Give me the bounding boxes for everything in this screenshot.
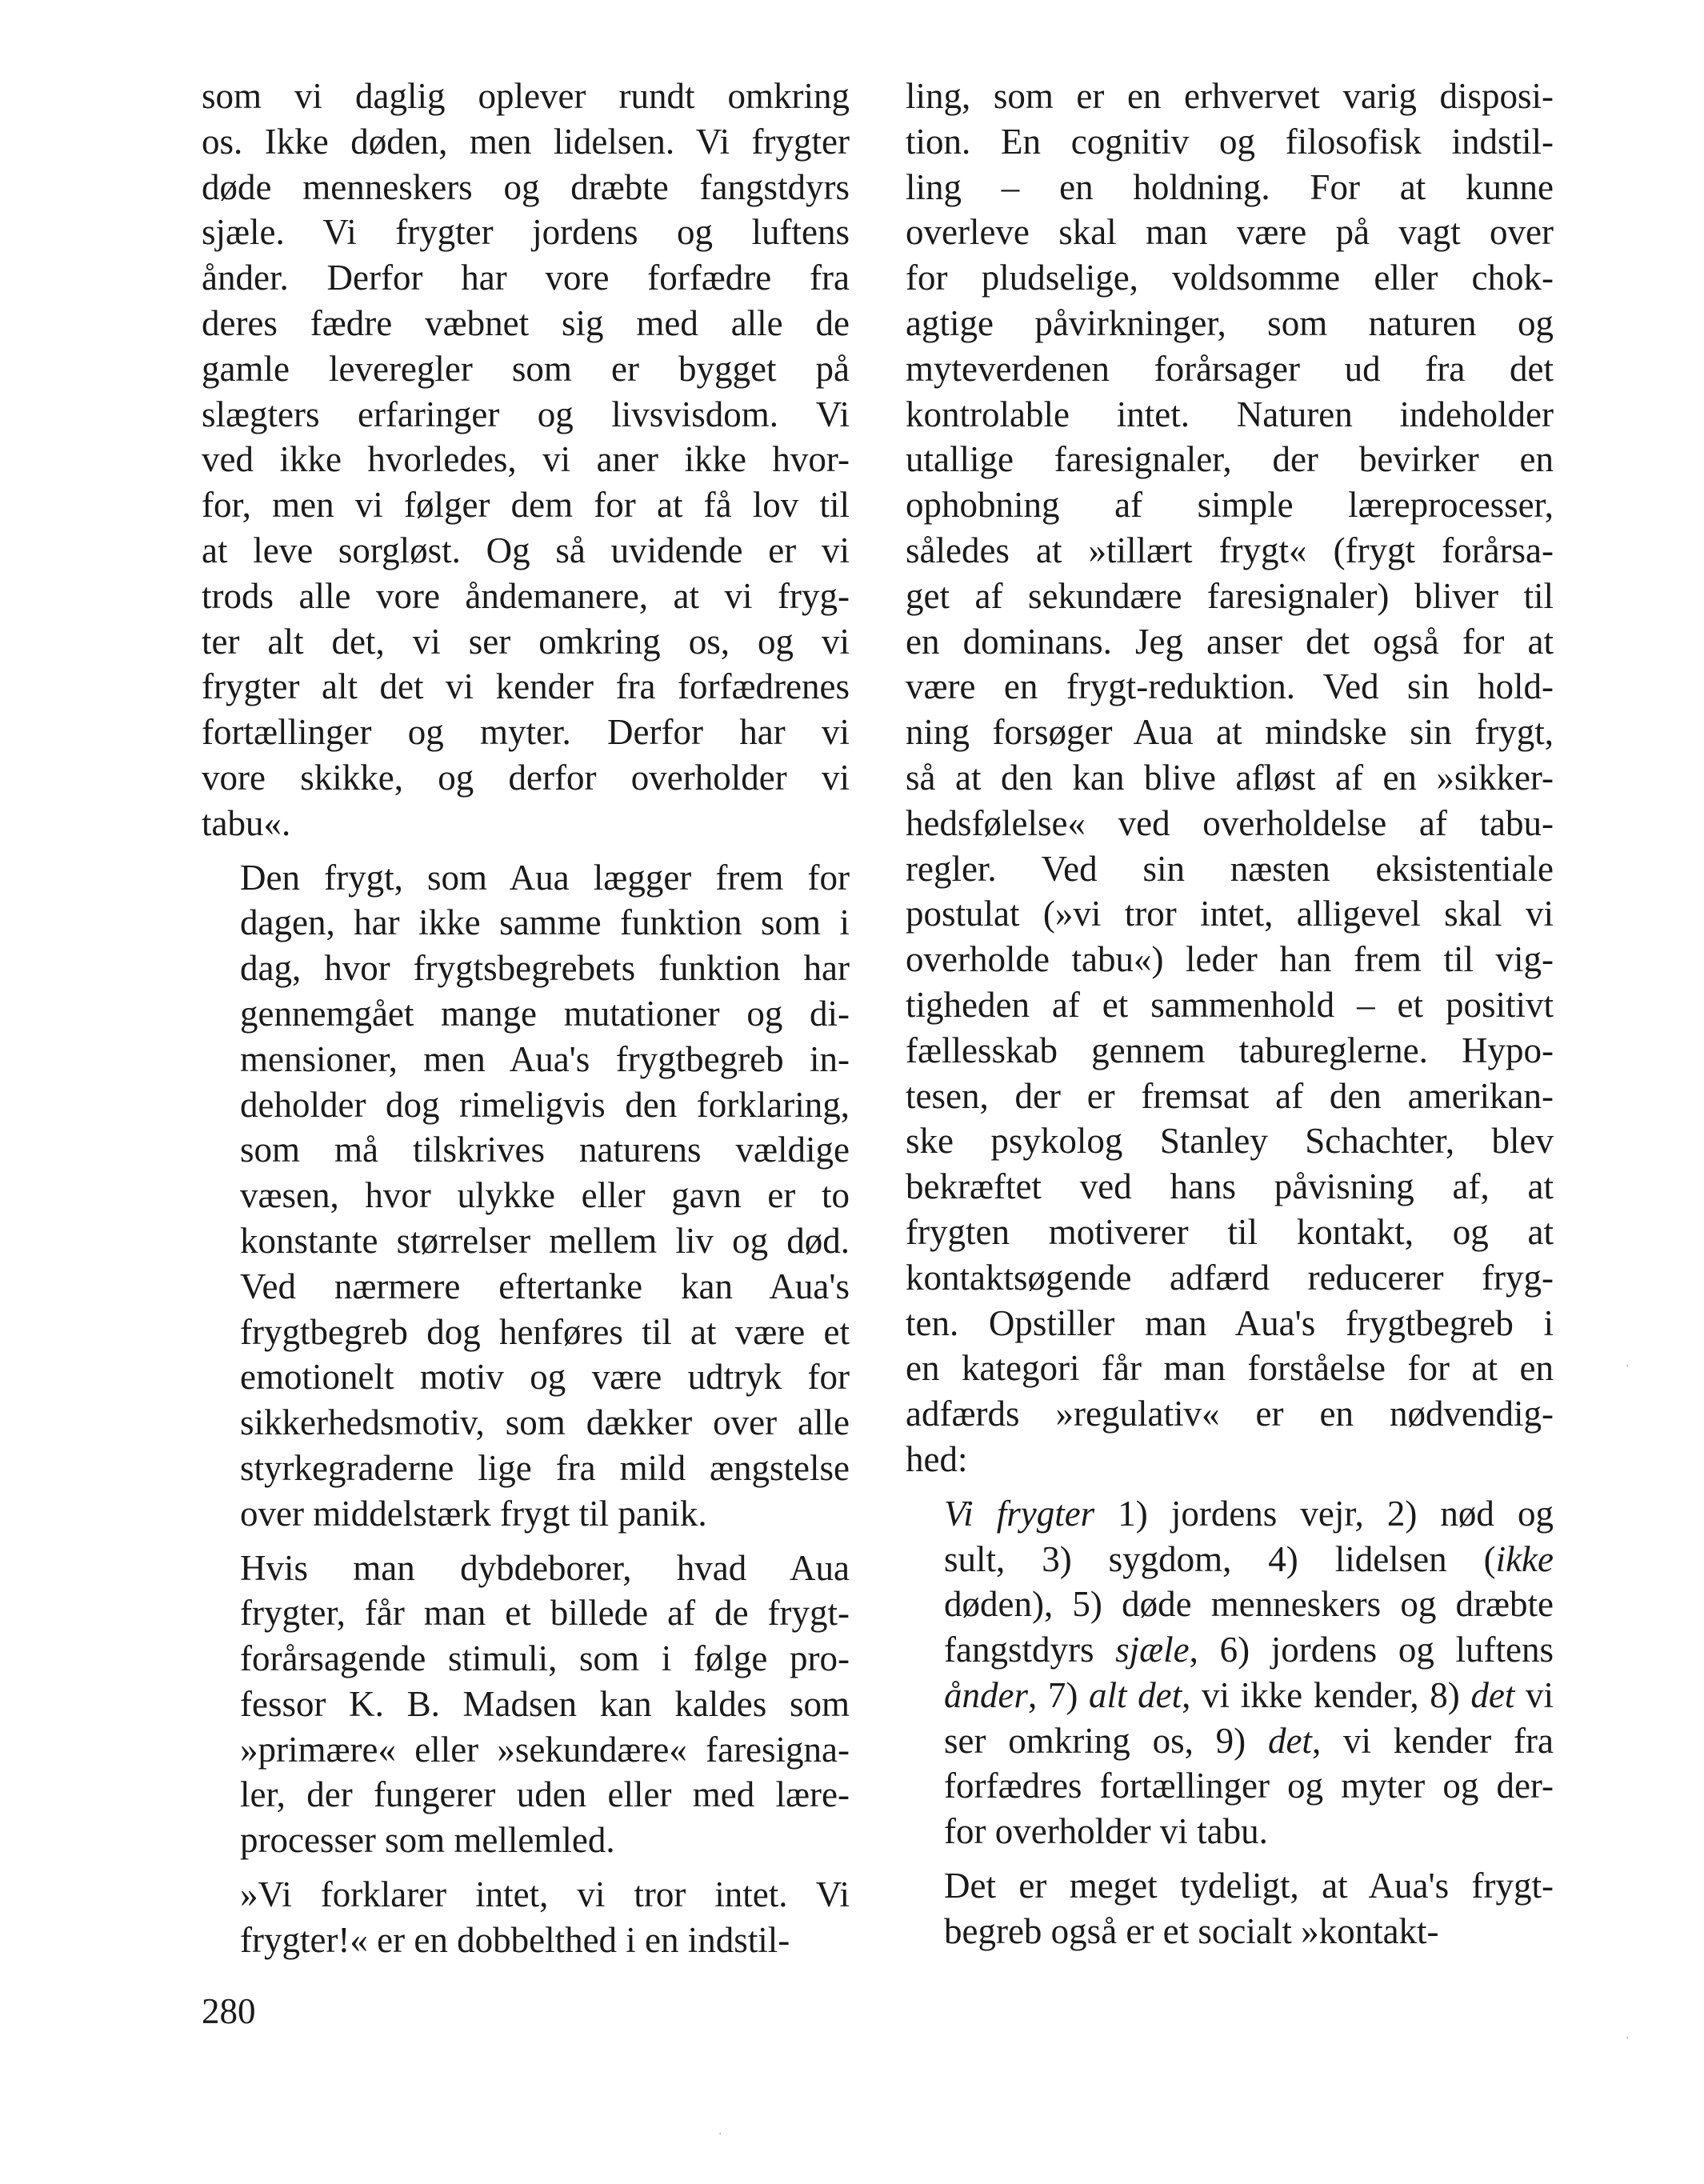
text-line: utallige faresignaler, der bevirker en (906, 439, 1554, 480)
text-line: myteverdenen forårsager ud fra det (906, 348, 1554, 389)
text-line: frygtbegreb dog henføres til at være et (240, 1311, 850, 1352)
text-line: bekræftet ved hans påvisning af, at (906, 1166, 1554, 1207)
text-line: ning forsøger Aua at mindske sin frygt, (906, 712, 1554, 753)
text-segment: døden), 5) døde menneskers og dræbte (944, 1584, 1554, 1625)
text-line: en kategori får man forståelse for at en (906, 1348, 1554, 1389)
text-line: frygter!« er en dobbelthed i en indstil- (240, 1919, 790, 1960)
italic-text: det (1267, 1720, 1312, 1761)
text-line: ske psykolog Stanley Schachter, blev (906, 1121, 1554, 1162)
text-line: os. Ikke døden, men lidelsen. Vi frygter (202, 121, 850, 162)
text-line: tigheden af et sammenhold – et positivt (906, 984, 1554, 1025)
text-segment: , vi ikke kender, 8) (1182, 1674, 1471, 1715)
italic-text: det (1470, 1674, 1515, 1715)
text-line: dagen, har ikke samme funktion som i (240, 902, 850, 943)
text-line: at leve sorgløst. Og så uvidende er vi (202, 530, 850, 570)
text-line: ved ikke hvorledes, vi aner ikke hvor- (202, 439, 850, 480)
text-line: processer som mellemled. (240, 1820, 615, 1861)
text-line: postulat (»vi tror intet, alligevel skal vi (906, 894, 1554, 934)
text-line: Det er meget tydeligt, at Aua's frygt- (944, 1866, 1554, 1906)
text-line: så at den kan blive afløst af en »sikker- (906, 757, 1554, 798)
text-line: deholder dog rimeligvis den forklaring, (240, 1084, 850, 1125)
text-line: trods alle vore åndemanere, at vi fryg- (202, 575, 850, 616)
paragraph (202, 74, 850, 846)
text-line: deres fædre væbnet sig med alle de (202, 302, 850, 343)
text-line: en dominans. Jeg anser det også for at (906, 621, 1554, 662)
italic-text: sjæle (1115, 1630, 1190, 1670)
text-line: fessor K. B. Madsen kan kaldes som (240, 1683, 850, 1724)
text-line: frygter alt det vi kender fra forfædrenes (202, 666, 850, 707)
text-line: over middelstærk frygt til panik. (240, 1493, 707, 1534)
text-line (906, 1491, 1554, 1537)
text-line: fortællinger og myter. Derfor har vi (202, 712, 850, 753)
scan-speck: · (1626, 2032, 1630, 2045)
right-text-column (906, 74, 1554, 1963)
text-segment: , 7) (1028, 1674, 1089, 1715)
scan-speck: · (1626, 1360, 1630, 1373)
paragraph (906, 1491, 1554, 1854)
text-line: fællesskab gennem tabureglerne. Hypo- (906, 1030, 1554, 1070)
text-segment: sult, 3) sygdom, 4) lidelsen ( (944, 1538, 1496, 1579)
text-line: gamle leveregler som er bygget på (202, 348, 850, 389)
text-line: gennemgået mange mutationer og di- (240, 993, 850, 1034)
text-line: get af sekundære faresignaler) bliver til (906, 575, 1554, 616)
text-line: mensioner, men Aua's frygtbegreb in- (240, 1038, 850, 1079)
text-segment: ser omkring os, 9) (944, 1720, 1268, 1761)
text-line: Den frygt, som Aua lægger frem for (240, 857, 850, 898)
page-number: 280 (202, 1991, 256, 2031)
scan-speck: · (718, 2128, 722, 2141)
text-line: ophobning af simple læreprocesser, (906, 485, 1554, 526)
text-line: kontaktsøgende adfærd reducerer fryg- (906, 1257, 1554, 1298)
text-line: agtige påvirkninger, som naturen og (906, 302, 1554, 343)
text-line: ling, som er en erhvervet varig disposi- (906, 76, 1554, 116)
text-line: ling – en holdning. For at kunne (906, 166, 1554, 207)
text-line: regler. Ved sin næsten eksistentiale (906, 848, 1554, 889)
text-line: »primære« eller »sekundære« faresigna- (240, 1729, 850, 1770)
text-segment: , 6) jordens og luftens (1189, 1630, 1554, 1670)
text-line: Hvis man dybdeborer, hvad Aua (240, 1547, 850, 1588)
text-line: tabu«. (202, 802, 291, 843)
text-line (906, 1627, 1554, 1673)
paragraph (202, 1872, 850, 1963)
text-line: være en frygt-reduktion. Ved sin hold- (906, 666, 1554, 707)
text-line: tesen, der er fremsat af den amerikan- (906, 1075, 1554, 1116)
text-segment: fangstdyrs (944, 1630, 1116, 1670)
text-line: ten. Opstiller man Aua's frygtbegreb i (906, 1302, 1554, 1343)
text-line: forårsagende stimuli, som i følge pro- (240, 1638, 850, 1679)
text-line (906, 1809, 1554, 1854)
text-line: sikkerhedsmotiv, som dækker over alle (240, 1402, 850, 1443)
text-line: vore skikke, og derfor overholder vi (202, 757, 850, 798)
paragraph (906, 1863, 1554, 1954)
text-line (906, 1537, 1554, 1582)
text-segment: , vi kender fra (1311, 1720, 1554, 1761)
text-segment: vi (1514, 1674, 1554, 1715)
text-line: således at »tillært frygt« (frygt forårsa- (906, 530, 1554, 570)
text-segment: forfædres fortællinger og myter og der- (944, 1766, 1554, 1806)
text-line: hed: (906, 1438, 968, 1479)
text-line: kontrolable intet. Naturen indeholder (906, 394, 1554, 434)
text-segment: for overholder vi tabu. (944, 1811, 1268, 1852)
text-line: væsen, hvor ulykke eller gavn er to (240, 1175, 850, 1216)
text-line: Ved nærmere eftertanke kan Aua's (240, 1266, 850, 1306)
text-line: frygter, får man et billede af de frygt- (240, 1593, 850, 1634)
text-line: tion. En cognitiv og filosofisk indstil- (906, 121, 1554, 162)
paragraph (202, 855, 850, 1537)
text-line: sjæle. Vi frygter jordens og luftens (202, 212, 850, 253)
text-line: overholde tabu«) leder han frem til vig- (906, 939, 1554, 980)
text-line (906, 1763, 1554, 1809)
text-line: styrkegraderne lige fra mild ængstelse (240, 1447, 850, 1488)
text-line: som vi daglig oplever rundt omkring (202, 76, 850, 116)
italic-text: ånder (944, 1674, 1028, 1715)
text-line: konstante størrelser mellem liv og død. (240, 1220, 850, 1261)
text-line: ånder. Derfor har vore forfædre fra (202, 258, 850, 298)
left-text-column (202, 74, 850, 1972)
text-line: døde menneskers og dræbte fangstdyrs (202, 166, 850, 207)
italic-text: alt det (1089, 1674, 1182, 1715)
text-line: for, men vi følger dem for at få lov til (202, 485, 850, 526)
text-line (906, 1582, 1554, 1627)
text-line: frygten motiverer til kontakt, og at (906, 1211, 1554, 1252)
paragraph (906, 74, 1554, 1482)
italic-text: ikke (1495, 1538, 1554, 1579)
text-line: som må tilskrives naturens vældige (240, 1130, 850, 1170)
text-line: for pludselige, voldsomme eller chok- (906, 258, 1554, 298)
text-line: adfærds »regulativ« er en nødvendig- (906, 1394, 1554, 1434)
text-line (906, 1718, 1554, 1764)
text-line: ter alt det, vi ser omkring os, og vi (202, 621, 850, 662)
text-segment: 1) jordens vejr, 2) nød og (1094, 1493, 1554, 1534)
paragraph (202, 1546, 850, 1864)
text-line: slægters erfaringer og livsvisdom. Vi (202, 394, 850, 434)
text-line: begreb også er et socialt »kontakt- (944, 1910, 1439, 1951)
text-line: emotionelt motiv og være udtryk for (240, 1357, 850, 1398)
text-line (906, 1673, 1554, 1718)
text-line: ler, der fungerer uden eller med lære- (240, 1774, 850, 1815)
text-line: dag, hvor frygtsbegrebets funktion har (240, 948, 850, 989)
text-line: overleve skal man være på vagt over (906, 212, 1554, 253)
text-line: »Vi forklarer intet, vi tror intet. Vi (240, 1874, 850, 1915)
text-line: hedsfølelse« ved overholdelse af tabu- (906, 802, 1554, 843)
italic-text: Vi frygter (944, 1493, 1095, 1534)
